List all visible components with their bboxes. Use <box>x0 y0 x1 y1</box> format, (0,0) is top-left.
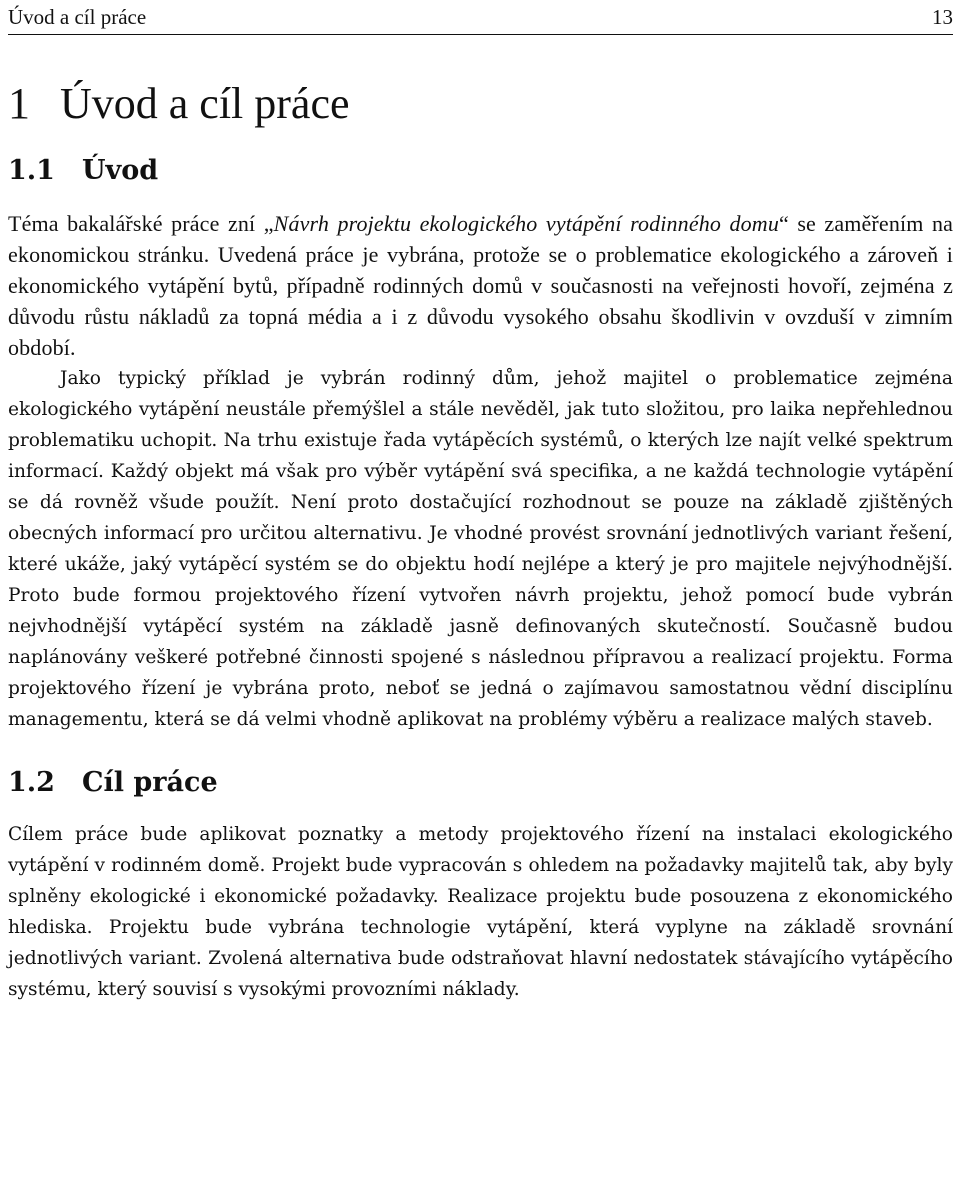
chapter-heading <box>8 75 953 133</box>
running-header <box>8 0 953 35</box>
running-header-title: Úvod a cíl práce <box>8 5 147 29</box>
section-title: Cíl práce <box>82 767 218 798</box>
intro-text-quote-end: “ se zaměřením na ekonomickou stránku. <box>8 211 954 267</box>
document-page <box>8 0 953 1005</box>
section-number: 1.2 <box>8 767 55 798</box>
intro-text-start: Téma bakalářské práce zní „ <box>8 211 274 236</box>
intro-text-rest: Uvedená práce je vybrána, protože se o problematice ekologického a zároveň i ekonomického vytápění bytů, případně rodinných domů v současnosti na veřejnosti hovoří, zejména z důvodu růstu nákladů za topná média a i z důvodu vysokého obsahu škodlivin v ovzduší v zimním období. <box>8 242 954 360</box>
goal-paragraph: Cílem práce bude aplikovat poznatky a metody projektového řízení na instalaci ekologického vytápění v rodinném domě. Projekt bude vypracován s ohledem na požadavky majitelů tak, aby byly splněny ekologické i ekonomické požadavky. Realizace projektu bude posouzena z ekonomického hlediska. Projektu bude vybrána technologie vytápění, která vyplyne na základě srovnání jednotlivých variant. Zvolená alternativa bude odstraňovat hlavní nedostatek stávajícího vytápěcího systému, který souvisí s vysokými provozními náklady. <box>8 824 953 1000</box>
section-heading-goal <box>8 763 953 803</box>
thesis-title-italic: Návrh projektu ekologického vytápění rodinného domu <box>273 211 779 236</box>
intro-paragraph <box>8 208 953 363</box>
section-heading-intro <box>8 151 953 191</box>
section-title: Úvod <box>82 155 159 186</box>
page-number: 13 <box>932 5 953 29</box>
section-number: 1.1 <box>8 155 55 186</box>
chapter-title: Úvod a cíl práce <box>60 79 350 128</box>
chapter-number: 1 <box>8 79 30 128</box>
example-paragraph: Jako typický příklad je vybrán rodinný dům, jehož majitel o problematice zejména ekologického vytápění neustále přemýšlel a stále nevěděl, jak tuto složitou, pro laika nepřehlednou problematiku uchopit. Na trhu existuje řada vytápěcích systémů, o kterých lze najít velké spektrum informací. Každý objekt má však pro výběr vytápění svá specifika, a ne každá technologie vytápění se dá rovněž všude použít. Není proto dostačující rozhodnout se pouze na základě zjištěných obecných informací pro určitou alternativu. Je vhodné provést srovnání jednotlivých variant řešení, které ukáže, jaký vytápěcí systém se do objektu hodí nejlépe a který je pro majitele nejvýhodnější. Proto bude formou projektového řízení vytvořen návrh projektu, jehož pomocí bude vybrán nejvhodnější vytápěcí systém na základě jasně definovaných skutečností. Současně budou naplánovány veškeré potřebné činnosti spojené s následnou přípravou a realizací projektu. Forma projektového řízení je vybrána proto, neboť se jedná o zajímavou samostatnou vědní disciplínu managementu, která se dá velmi vhodně aplikovat na problémy výběru a realizace malých staveb. <box>8 368 953 730</box>
